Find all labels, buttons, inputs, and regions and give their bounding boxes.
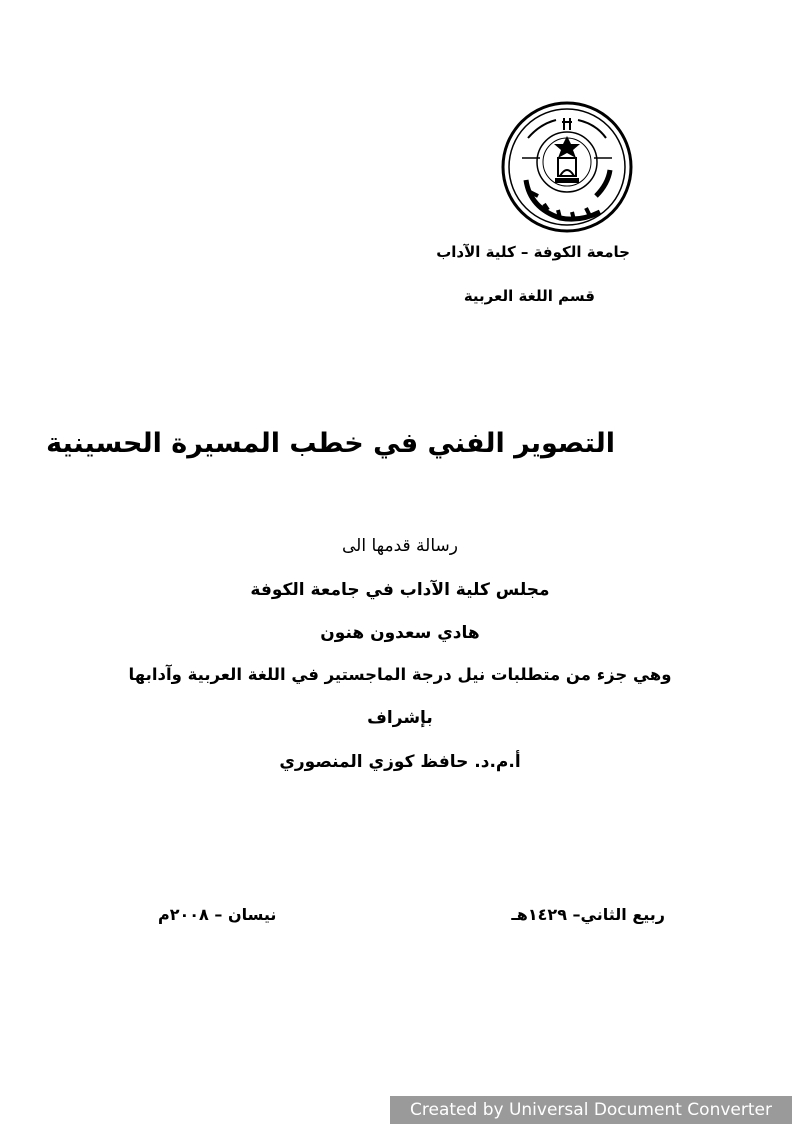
degree-requirement-line: وهي جزء من متطلبات نيل درجة الماجستير في اللغة العربية وآدابها bbox=[128, 665, 672, 684]
council-line: مجلس كلية الآداب في جامعة الكوفة bbox=[250, 580, 550, 600]
university-faculty-heading: جامعة الكوفة – كلية الآداب bbox=[436, 243, 630, 261]
hijri-date: ربيع الثاني– ١٤٢٩هـ bbox=[511, 905, 665, 924]
supervisor-name: أ.م.د. حافظ كوزي المنصوري bbox=[279, 752, 521, 772]
gregorian-date: نيسان – ٢٠٠٨م bbox=[158, 905, 277, 924]
submission-line: رسالة قدمها الى bbox=[342, 536, 458, 556]
supervision-label: بإشراف bbox=[367, 708, 433, 728]
converter-watermark: Created by Universal Document Converter bbox=[390, 1096, 792, 1124]
seal-emblem-icon bbox=[500, 100, 634, 234]
department-heading: قسم اللغة العربية bbox=[463, 287, 595, 305]
university-seal-logo bbox=[500, 100, 634, 234]
author-name: هادي سعدون هنون bbox=[320, 623, 480, 643]
thesis-title: التصوير الفني في خطب المسيرة الحسينية bbox=[46, 428, 615, 459]
